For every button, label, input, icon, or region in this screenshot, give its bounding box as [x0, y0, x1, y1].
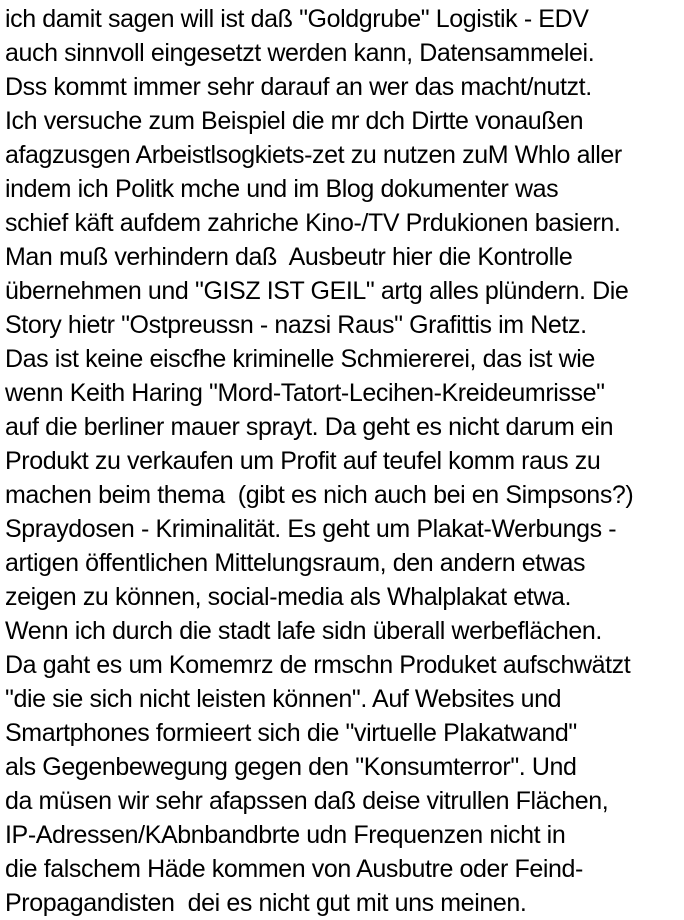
text-line: übernehmen und "GISZ IST GEIL" artg alles plündern. Die: [5, 277, 629, 305]
text-line: Story hietr "Ostpreussn - nazsi Raus" Grafittis im Netz.: [5, 311, 587, 339]
text-line: Ich versuche zum Beispiel die mr dch Dirtte vonaußen: [5, 107, 584, 135]
text-line: afagzusgen Arbeistlsogkiets-zet zu nutzen zuM Whlo aller: [5, 141, 622, 169]
text-line: Spraydosen - Kriminalität. Es geht um Plakat-Werbungs -: [5, 515, 617, 543]
text-line: Man muß verhindern daß Ausbeutr hier die Kontrolle: [5, 243, 573, 271]
text-line: Smartphones formieert sich die "virtuelle Plakatwand": [5, 719, 577, 747]
text-line: wenn Keith Haring "Mord-Tatort-Lecihen-Kreideumrisse": [5, 379, 605, 407]
text-line: Wenn ich durch die stadt lafe sidn überall werbeflächen.: [5, 617, 602, 645]
text-line: Dss kommt immer sehr darauf an wer das macht/nutzt.: [5, 73, 592, 101]
text-line: Produkt zu verkaufen um Profit auf teufel komm raus zu: [5, 447, 601, 475]
text-line: machen beim thema (gibt es nich auch bei en Simpsons?): [5, 481, 634, 509]
text-line: zeigen zu können, social-media als Whalplakat etwa.: [5, 583, 572, 611]
text-line: auch sinnvoll eingesetzt werden kann, Datensammelei.: [5, 39, 595, 67]
text-line: Da gaht es um Komemrz de rmschn Produket aufschwätzt: [5, 651, 631, 679]
text-line: schief käft aufdem zahriche Kino-/TV Prdukionen basiern.: [5, 209, 621, 237]
text-line: ich damit sagen will ist daß "Goldgrube" Logistik - EDV: [5, 5, 589, 33]
text-line: indem ich Politk mche und im Blog dokumenter was: [5, 175, 559, 203]
text-line: auf die berliner mauer sprayt. Da geht es nicht darum ein: [5, 413, 614, 441]
text-line: Propagandisten dei es nicht gut mit uns meinen.: [5, 889, 527, 917]
text-line: "die sie sich nicht leisten können". Auf Websites und: [5, 685, 562, 713]
text-line: artigen öffentlichen Mittelungsraum, den andern etwas: [5, 549, 586, 577]
text-line: da müsen wir sehr afapssen daß deise vitrullen Flächen,: [5, 787, 609, 815]
text-line: Das ist keine eiscfhe kriminelle Schmiererei, das ist wie: [5, 345, 595, 373]
text-line: IP-Adressen/KAbnbandbrte udn Frequenzen nicht in: [5, 821, 566, 849]
text-line: als Gegenbewegung gegen den "Konsumterror". Und: [5, 753, 577, 781]
text-line: die falschem Häde kommen von Ausbutre oder Feind-: [5, 855, 583, 883]
